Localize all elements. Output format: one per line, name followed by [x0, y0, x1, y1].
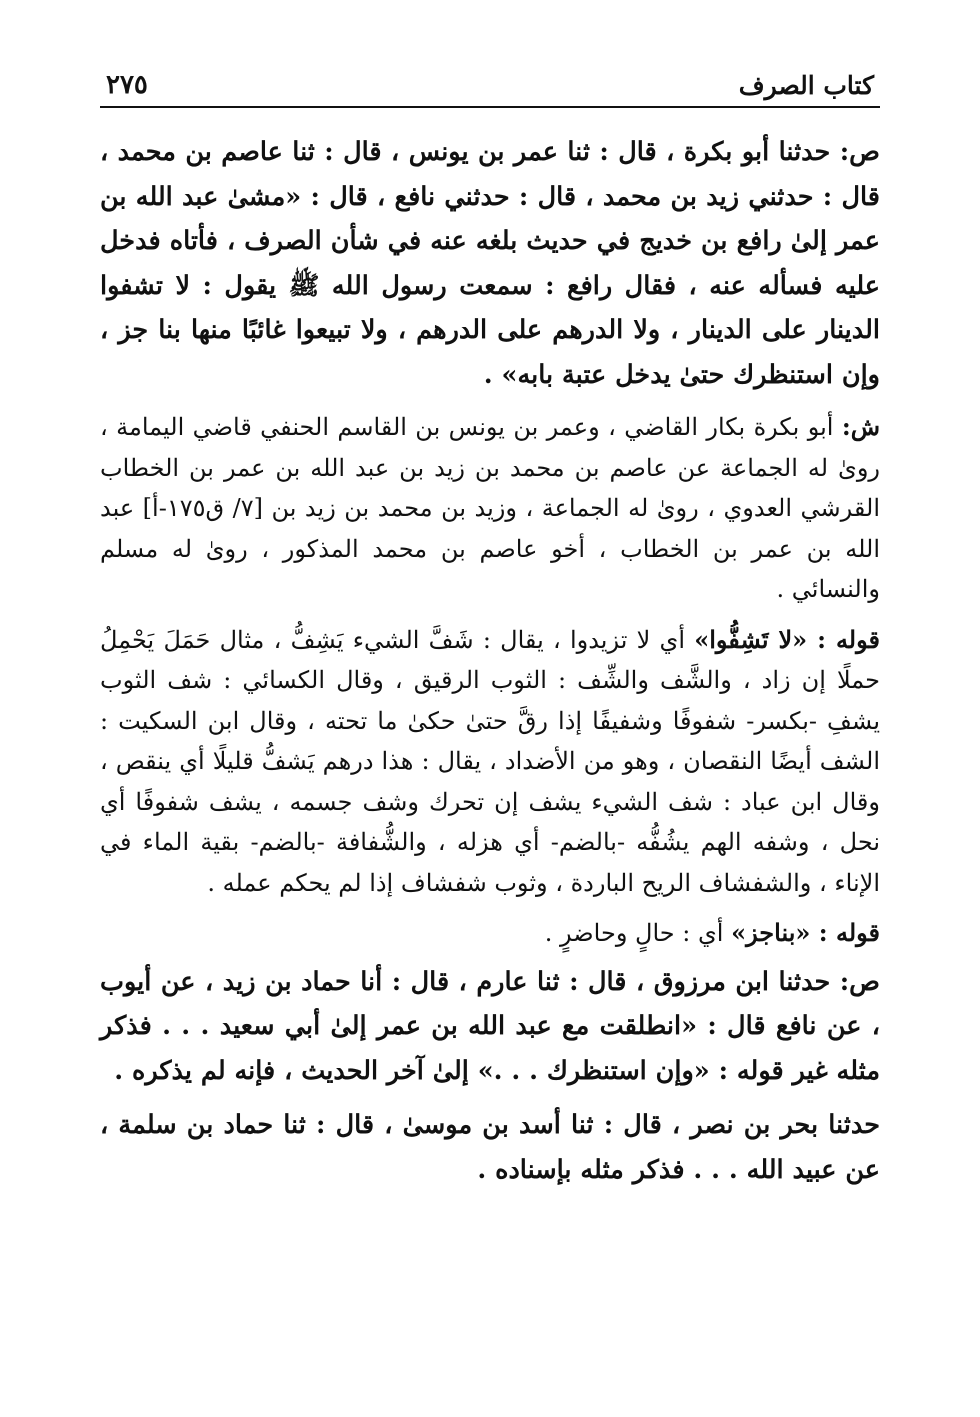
- word-explanation: أي لا تزيدوا ، يقال : شَفَّ الشيء يَشِفُّ ، مثال حَمَلَ يَحْمِلُ حملًا إن زاد ، والشَّف والشِّف : الثوب الرقيق ، وقال الكسائي : شف الثوب يشفِ -بكسر- شفوفًا وشفيفًا إذا رقَّ حتىٰ حكىٰ ما تحته ، وقال ابن السكيت : الشف أيضًا النقصان ، وهو من الأضداد ، يقال : هذا درهم يَشفُّ قليلًا أي ينقص ، وقال ابن عباد : شف الشيء يشف إن تحرك وشف جسمه ، يشف شفوفًا أي نحل ، وشفه الهم يشُفُّه -بالضم- أي هزله ، والشُّفافة -بالضم- بقية الماء في الإناء ، والشفشاف الريح الباردة ، وثوب شفشاف إذا لم يحكم عمله .: [100, 625, 880, 897]
- header-rule: [100, 106, 880, 108]
- quoted-word: قوله : «لا تَشِفُّوا»: [694, 624, 880, 654]
- hadith-marker: ص:: [839, 966, 880, 997]
- hadith-marker: ص:: [839, 137, 880, 167]
- hadith-text-1: [100, 130, 880, 397]
- commentary-word-najiz: [100, 913, 880, 954]
- hadith-body: حدثنا أبو بكرة ، قال : ثنا عمر بن يونس ، قال : ثنا عاصم بن محمد ، قال : حدثني زيد بن محمد ، قال : حدثني نافع ، قال : «مشىٰ عبد الله بن عمر إلىٰ رافع بن خديج في حديث بلغه عنه في شأن الصرف ، فأتاه فدخل عليه فسأله عنه ، فقال رافع : سمعت رسول الله ﷺ يقول : لا تشفوا الدينار على الدينار ، ولا الدرهم على الدرهم ، ولا تبيعوا غائبًا منها بنا جز ، وإن استنظرك حتىٰ يدخل عتبة بابه» .: [100, 137, 880, 390]
- commentary-narrators: [100, 407, 880, 610]
- running-header: [100, 56, 880, 100]
- hadith-body: حدثنا بحر بن نصر ، قال : ثنا أسد بن موسىٰ ، قال : ثنا حماد بن سلمة ، عن عبيد الله . . . فذكر مثله بإسناده .: [100, 1110, 880, 1185]
- hadith-text-3: [100, 1103, 880, 1192]
- commentary-word-tashiffu: [100, 620, 880, 904]
- word-explanation: أي : حالٍ وحاضرٍ .: [544, 919, 732, 947]
- chapter-title: كتاب الصرف: [738, 71, 874, 100]
- hadith-body: حدثنا ابن مرزوق ، قال : ثنا عارم ، قال : أنا حماد بن زيد ، عن أيوب ، عن نافع قال : «انطلقت مع عبد الله بن عمر إلىٰ أبي سعيد . . . فذكر مثله غير قوله : «وإن استنظرك . . .» إلىٰ آخر الحديث ، فإنه لم يذكره .: [100, 966, 880, 1086]
- commentary-marker: ش:: [841, 412, 880, 441]
- page-number: ٢٧٥: [106, 70, 148, 100]
- commentary-body: أبو بكرة بكار القاضي ، وعمر بن يونس بن القاسم الحنفي قاضي اليمامة ، روىٰ له الجماعة عن عاصم بن محمد بن زيد بن عبد الله بن عمر بن الخطاب القرشي العدوي ، روىٰ له الجماعة ، وزيد بن محمد بن زيد بن [٧/ ق١٧٥-أ] عبد الله بن عمر بن الخطاب ، أخو عاصم بن محمد المذكور ، روىٰ له مسلم والنسائي .: [100, 413, 881, 603]
- hadith-text-2: [100, 960, 880, 1094]
- quoted-word: قوله : «بناجز»: [731, 918, 880, 947]
